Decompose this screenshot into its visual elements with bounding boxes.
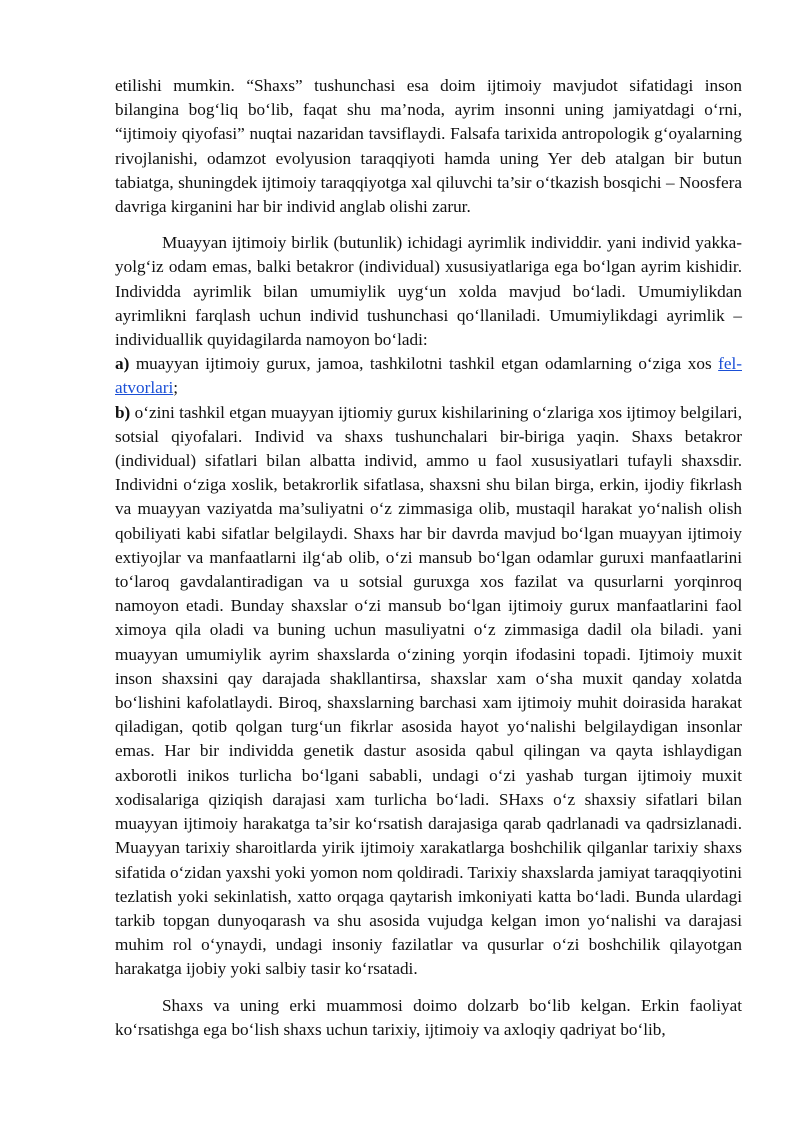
paragraph-continued: etilishi mumkin. “Shaxs” tushunchasi esa doim ijtimoiy mavjudot sifatidagi inson bilangina bog‘liq bo‘lib, faqat shu ma’noda, ayrim insonni uning jamiyatdagi o‘rni, “ijtimoiy qiyofasi” nuqtai nazaridan tavsiflaydi. Falsafa tarixida antropologik g‘oyalarning rivojlanishi, odamzot evolyusion taraqqiyoti hamda uning Yer deb atalgan bir butun tabiatga, shuningdek ijtimoiy taraqqiyotga xal qiluvchi ta’sir o‘tkazish bosqichi – Noosfera davriga kirganini har bir individ anglab olishi zarur. bbox=[115, 76, 742, 217]
list-marker-b: b) bbox=[115, 402, 131, 422]
paragraph-shaxs-erki: Shaxs va uning erki muammosi doimo dolzarb bo‘lib kelgan. Erkin faoliyat ko‘rsatishga ega bo‘lish shaxs uchun tarixiy, ijtimoiy va axloqiy qadriyat bo‘lib, bbox=[115, 995, 742, 1039]
paragraph-individ: Muayyan ijtimoiy birlik (butunlik) ichidagi ayrimlik individdir. yani individ yakka-yolg‘iz odam emas, balki betakror (individual) xususiyatlariga ega bo‘lgan ayrim kishidir. Individda ayrimlik bilan umumiylik uyg‘un xolda mavjud bo‘ladi. Umumiylikdan ayrimlikni farqlash uchun individ tushunchasi qo‘llaniladi. Umumiylikdagi ayrimlik – individuallik quyidagilarda namoyon bo‘ladi: bbox=[115, 233, 742, 350]
list-marker-a: a) bbox=[115, 354, 130, 374]
list-item-b bbox=[115, 401, 742, 982]
fel-atvorlari-link[interactable]: fel-atvorlari bbox=[115, 354, 742, 398]
list-item-a-end: ; bbox=[173, 378, 178, 398]
list-item-a-text: muayyan ijtimoiy gurux, jamoa, tashkilotni tashkil etgan odamlarning o‘ziga xos bbox=[129, 354, 719, 374]
document-page bbox=[115, 74, 742, 1042]
list-item-a bbox=[115, 352, 742, 400]
list-item-b-text: o‘zini tashkil etgan muayyan ijtiomiy gurux kishilarining o‘zlariga xos ijtimoy belgilari, sotsial qiyofalari. Individ va shaxs tushunchalari bir-biriga yaqin. Shaxs betakror (individual) sifatlari bilan albatta individ, ammo u faol xususiyatlari tufayli shaxsdir. Individni o‘ziga xoslik, betakrorlik sifatlasa, shaxsni shu bilan birga, erkin, ijodiy fikrlash va muayyan vaziyatda ma’suliyatni o‘z zimmasiga olib, mustaqil harakat yo‘nalish olish qobiliyati kabi sifatlar belgilaydi. Shaxs har bir davrda mavjud bo‘lgan muayyan ijtimoiy extiyojlar va manfaatlarni ilg‘ab olib, o‘zi mansub bo‘lgan odamlar guruxi manfaatlarini to‘laroq gavdalantiradigan va u sotsial guruxga xos fazilat va qusurlarni yorqinroq namoyon etadi. Bunday shaxslar o‘zi mansub bo‘lgan ijtimoiy gurux manfaatlarini faol ximoya qila oladi va buning uchun masuliyatni o‘z zimmasiga dadil ola biladi. yani muayyan umumiylik ayrim shaxslarda o‘zining yorqin ifodasini topadi. Ijtimoiy muxit inson shaxsini qay darajada shakllantirsa, shaxslar xam o‘sha muxit qanday xolatda bo‘lishini kafolatlaydi. Biroq, shaxslarning barchasi xam ijtimoiy muhit doirasida harakat qiladigan, qotib qolgan turg‘un fikrlar asosida hayot yo‘nalishi belgilaydigan insonlar emas. Har bir individda genetik dastur asosida qabul qilingan va qayta ishlaydigan axborotli inikos turlicha bo‘lgani sababli, undagi o‘zi yashab turgan ijtimoiy muxit xodisalariga qiziqish darajasi xam turlicha bo‘ladi. SHaxs o‘z shaxsiy sifatlari bilan muayyan ijtimoiy harakatga ta’sir ko‘rsatish darajasiga qarab qadrlanadi va qadrsizlanadi. Muayyan tarixiy sharoitlarda yirik ijtimoiy xarakatlarga boshchilik qilganlar tarixiy shaxs sifatida o‘zidan yaxshi yoki yomon nom qoldiradi. Tarixiy shaxslarda jamiyat taraqqiyotini tezlatish yoki sekinlatish, xatto orqaga qaytarish imkoniyati katta bo‘ladi. Bunda ulardagi tarkib topgan dunyoqarash va shu asosida vujudga kelgan imon yo‘nalishi va darajasi muhim rol o‘ynaydi, undagi insoniy fazilatlar va qusurlar o‘zi boshchilik qilayotgan harakatga ijobiy yoki salbiy tasir ko‘rsatadi. bbox=[115, 402, 742, 979]
